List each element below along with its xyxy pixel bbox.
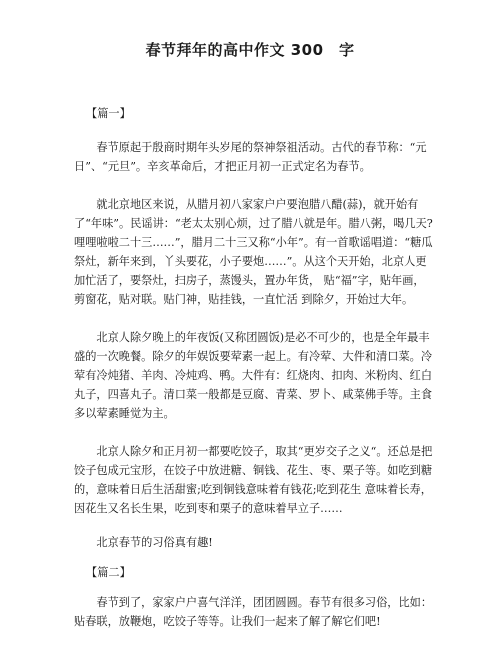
document-body: [74, 104, 434, 631]
section-heading-1: 【篇一】: [86, 107, 131, 120]
section-heading-2: 【篇二】: [86, 566, 131, 579]
paragraph-6: 春节到了，家家户户喜气洋洋，团团圆圆。春节有很多习俗，比如：贴春联，放鞭炮，吃饺子等等。让我们一起来了解了解它们吧!: [74, 596, 433, 628]
paragraph-3: 北京人除夕晚上的年夜饭(又称团圆饭)是必不可少的，也是全年最丰盛的一次晚餐。除夕的年娱饭要荤素一起上。有冷荤、大件和清口菜。冷荤有冷炖猪、羊肉、冷炖鸡、鸭。大件有：红烧肉、扣肉、米粉肉、红白丸子，四喜丸子。清口菜一般都是豆腐、青菜、罗卜、咸菜佛手等。主食多以荤素睡觉为主。: [74, 331, 433, 420]
paragraph-2: 就北京地区来说，从腊月初八家家户户要泡腊八醋(蒜)，就开始有了“年味”。民谣讲：“老太太别心烦，过了腊八就是年。腊八粥，喝几天?哩哩啦啦二十三……”，腊月二十三又称“小年”。有一首歌谣唱道：“糖瓜祭灶，新年来到，丫头要花，小子要炮……”。从这个天开始，北京人更加忙活了，要祭灶，扫房子，蒸馒头，置办年货， 贴“福”字，贴年画，剪窗花，贴对联。贴门神，贴挂钱，一直忙活 到除夕，开始过大年。: [74, 198, 433, 306]
paragraph-5: 北京春节的习俗真有趣!: [96, 536, 213, 549]
paragraph-4: 北京人除夕和正月初一都要吃饺子，取其“更岁交子之义“。还总是把饺子包成元宝形，在饺子中放进糖、铜钱、花生、枣、栗子等。如吃到糖的，意味着日后生活甜蜜;吃到铜钱意味着有钱花;吃到花生 意味着长寿，因花生又名长生果，吃到枣和栗子的意味着早立子……: [74, 445, 433, 515]
document-title: 春节拜年的高中作文 300 字: [145, 41, 355, 59]
paragraph-1: 春节原起于殷商时期年头岁尾的祭神祭祖活动。古代的春节称：“元日”、“元旦”。辛亥革命后，才把正月初一正式定名为春节。: [74, 141, 427, 173]
